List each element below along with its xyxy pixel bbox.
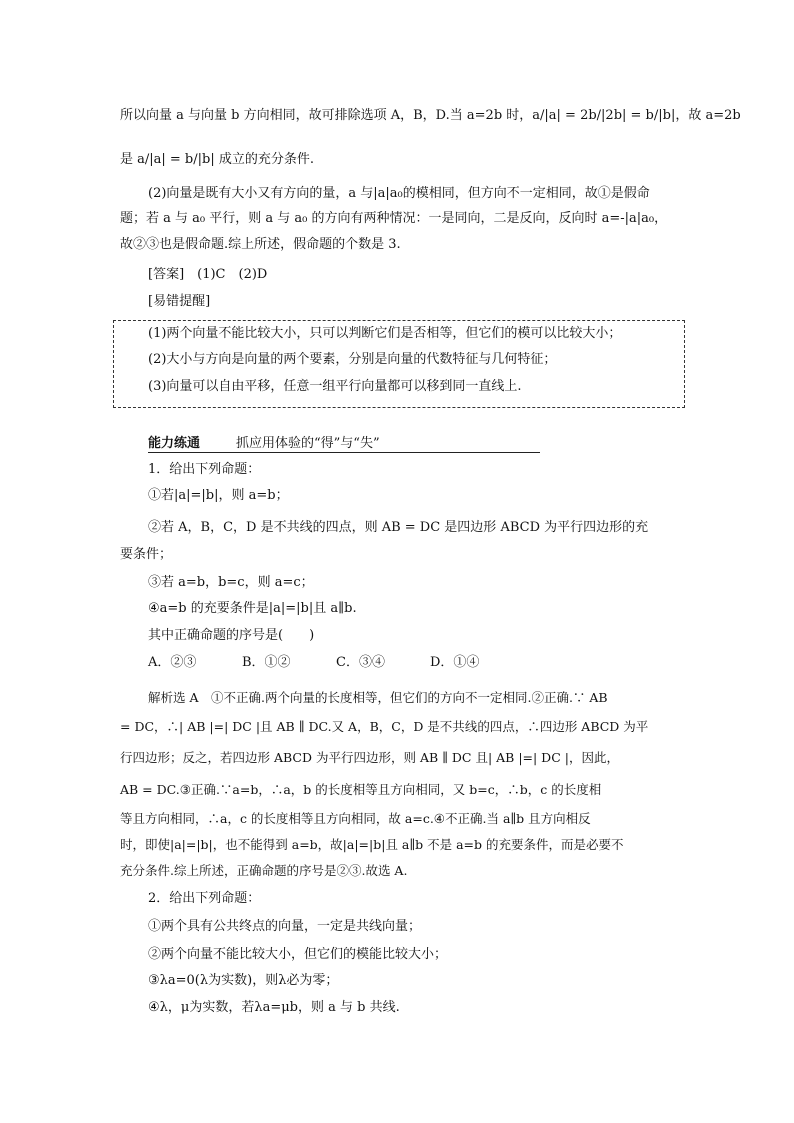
option-a: A．②③ (148, 655, 197, 670)
option-d: D．①④ (430, 655, 480, 670)
question-stem: 1．给出下列命题： (148, 462, 261, 477)
tip-item: (3)向量可以自由平移，任意一组平行向量都可以移到同一直线上. (148, 379, 522, 394)
section-title: 抓应用体验的“得”与“失” (236, 436, 380, 451)
text-line: 故②③也是假命题.综上所述，假命题的个数是 3. (120, 237, 401, 252)
section-heading (148, 432, 540, 453)
solution-line: AB = DC.③正确.∵a=b，∴a，b 的长度相等且方向相同，又 b=c，∴b，c 的长度相 (120, 782, 602, 797)
solution-line: 充分条件.综上所述，正确命题的序号是②③.故选 A. (120, 863, 408, 878)
question-item: 要条件； (120, 547, 173, 562)
text-line: 题；若 a 与 a₀ 平行，则 a 与 a₀ 的方向有两种情况：一是同向，二是反向，反向时 a=-|a|a₀， (120, 211, 668, 226)
question-item: ①两个具有公共终点的向量，一定是共线向量； (148, 919, 422, 934)
question-item: ③若 a=b，b=c，则 a=c； (148, 575, 314, 590)
solution-line: 等且方向相同，∴a，c 的长度相等且方向相同，故 a=c.④不正确.当 a∥b 且方向相反 (120, 811, 591, 826)
solution-line: 时，即使|a|=|b|，也不能得到 a=b，故|a|=|b|且 a∥b 不是 a=b 的充要条件，而是必要不 (120, 837, 624, 852)
tips-box (113, 320, 685, 408)
solution-line: 解析选 A ①不正确.两个向量的长度相等，但它们的方向不一定相同.②正确.∵ AB (148, 690, 608, 705)
question-item: 其中正确命题的序号是( ) (148, 628, 315, 643)
section-label: 能力练通 (148, 436, 201, 451)
text-line: (2)向量是既有大小又有方向的量，a 与|a|a₀的模相同，但方向不一定相同，故①是假命 (148, 186, 650, 201)
solution-line: 行四边形；反之，若四边形 ABCD 为平行四边形，则 AB ∥ DC 且| AB |=| DC |，因此， (120, 750, 619, 765)
tip-heading: [易错提醒] (148, 294, 211, 309)
text-line: 是 a/|a| = b/|b| 成立的充分条件. (120, 152, 314, 167)
question-item: ②若 A，B，C，D 是不共线的四点，则 AB = DC 是四边形 ABCD 为平行四边形的充 (148, 520, 649, 535)
answer-line: [答案] (1)C (2)D (148, 267, 268, 282)
question-item: ①若|a|=|b|，则 a=b； (148, 488, 289, 503)
tip-item: (2)大小与方向是向量的两个要素，分别是向量的代数特征与几何特征； (148, 352, 557, 367)
solution-line: = DC，∴| AB |=| DC |且 AB ∥ DC.又 A，B，C，D 是不共线的四点，∴四边形 ABCD 为平 (120, 719, 649, 734)
option-b: B．①② (242, 655, 291, 670)
tip-item: (1)两个向量不能比较大小，只可以判断它们是否相等，但它们的模可以比较大小； (148, 326, 622, 341)
question-stem: 2．给出下列命题： (148, 891, 261, 906)
text-line: 所以向量 a 与向量 b 方向相同，故可排除选项 A，B，D.当 a=2b 时，a/|a| = 2b/|2b| = b/|b|，故 a=2b (120, 108, 741, 123)
question-item: ④λ，μ为实数，若λa=μb，则 a 与 b 共线. (148, 1000, 400, 1015)
question-item: ②两个向量不能比较大小，但它们的模能比较大小； (148, 947, 448, 962)
option-c: C．③④ (336, 655, 385, 670)
question-item: ④a=b 的充要条件是|a|=|b|且 a∥b. (148, 601, 357, 616)
question-item: ③λa=0(λ为实数)，则λ必为零； (148, 973, 339, 988)
